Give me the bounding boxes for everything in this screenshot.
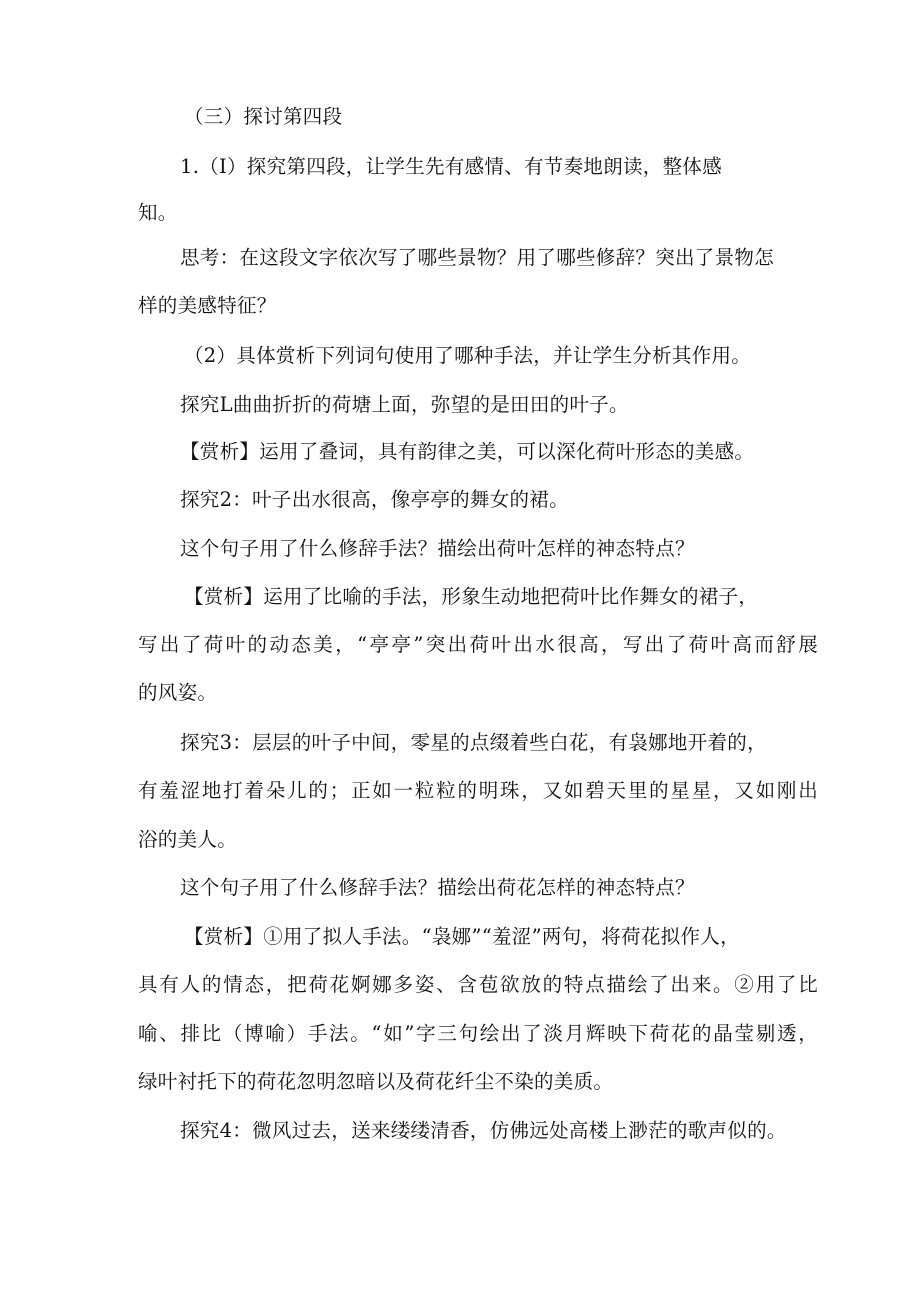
paragraph-line: 绿叶衬托下的荷花忽明忽暗以及荷花纤尘不染的美质。 xyxy=(138,1070,614,1093)
paragraph-line: 知。 xyxy=(138,201,178,224)
paragraph-line: 思考：在这段文字依次写了哪些景物？用了哪些修辞？突出了景物怎 xyxy=(180,246,775,269)
paragraph-line: 【赏析】①用了拟人手法。“袅娜”“羞涩”两句，将荷花拟作人， xyxy=(184,925,740,948)
paragraph-line: （2）具体赏析下列词句使用了哪种手法，并让学生分析其作用。 xyxy=(184,344,752,367)
paragraph-line: 探究2：叶子出水很高，像亭亭的舞女的裙。 xyxy=(180,488,569,511)
paragraph-line: 喻、排比（博喻）手法。“如”字三句绘出了淡月辉映下荷花的晶莹剔透， xyxy=(138,1022,818,1045)
paragraph-line: 浴的美人。 xyxy=(138,828,238,851)
paragraph-line: 【赏析】运用了叠词，具有韵律之美，可以深化荷叶形态的美感。 xyxy=(180,440,755,463)
paragraph-line: 【赏析】运用了比喻的手法，形象生动地把荷叶比作舞女的裙子， xyxy=(184,585,759,608)
paragraph-line: 探究3：层层的叶子中间，零星的点缀着些白花，有袅娜地开着的， xyxy=(180,731,767,754)
paragraph-line: 的风姿。 xyxy=(138,681,218,704)
paragraph-line: 这个句子用了什么修辞手法？描绘出荷花怎样的神态特点？ xyxy=(180,876,695,899)
paragraph-line: 探究L曲曲折折的荷塘上面，弥望的是田田的叶子。 xyxy=(180,393,629,416)
paragraph-line: 这个句子用了什么修辞手法？描绘出荷叶怎样的神态特点？ xyxy=(180,537,695,560)
paragraph-line: 写出了荷叶的动态美，“亭亭”突出荷叶出水很高，写出了荷叶高而舒展 xyxy=(138,633,818,656)
paragraph-line: 具有人的情态，把荷花婀娜多姿、含苞欲放的特点描绘了出来。②用了比 xyxy=(138,973,818,996)
paragraph-line: 1.（I）探究第四段，让学生先有感情、有节奏地朗读，整体感 xyxy=(180,155,723,178)
paragraph-line: 样的美感特征？ xyxy=(138,294,277,317)
section-heading: （三）探讨第四段 xyxy=(184,105,343,128)
paragraph-line: 有羞涩地打着朵儿的；正如一粒粒的明珠，又如碧天里的星星，又如刚出 xyxy=(138,779,818,802)
paragraph-line: 探究4：微风过去，送来缕缕清香，仿佛远处高楼上渺茫的歌声似的。 xyxy=(180,1119,787,1142)
